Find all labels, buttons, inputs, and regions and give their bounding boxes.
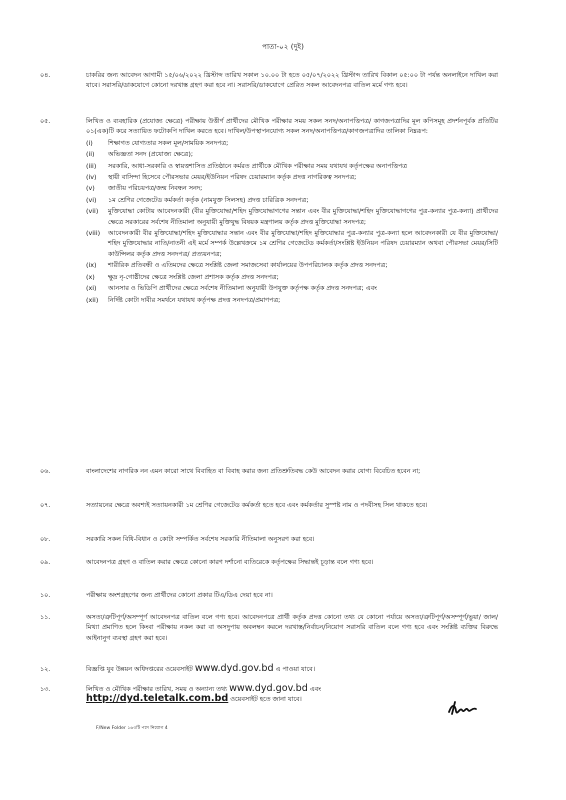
list-item-text: ১ম শ্রেণির গেজেটেড কর্মকর্তা কর্তৃক (নামযুক্ত সিলসহ) প্রদত্ত চারিত্রিক সনদপত্র; xyxy=(108,195,309,204)
item-text-after-url: ওয়েবসাইট হতে জানা যাবে। xyxy=(228,695,302,704)
list-item xyxy=(86,206,498,227)
list-item-text: অভিজ্ঞতা সনদ (প্রযোজ্য ক্ষেত্রে); xyxy=(108,150,193,159)
roman-numeral: (iii) xyxy=(86,161,97,170)
roman-numeral: (xii) xyxy=(86,295,99,304)
roman-numeral: (iv) xyxy=(86,173,97,182)
roman-numeral: (x) xyxy=(86,272,95,281)
roman-numeral: (ix) xyxy=(86,261,97,270)
list-item-text: স্থায়ী বাসিন্দা হিসেবে পৌরসভার মেয়র/ইউনিয়ন পরিষদ চেয়ারম্যান কর্তৃক প্রদত্ত নাগরিকত্ব সনদপত্র; xyxy=(108,173,357,182)
list-item-text: শারীরিক প্রতিবন্ধী ও এতিমদের ক্ষেত্রে সংশ্লিষ্ট জেলা সমাজসেবা কার্যালয়ের উপপরিচালক কর্তৃক প্রদত্ত সনদপত্র; xyxy=(108,261,388,270)
list-item xyxy=(86,295,498,305)
item-number: ১০. xyxy=(40,591,51,599)
item-text: অসত্য/ত্রুটিপূর্ণ/অসম্পূর্ণ আবেদনপত্র বাতিল বলে গণ্য হবে। আবেদনপত্রে প্রার্থী কর্তৃক প্রদত্ত কোনো তথ্য যে কোনো পর্যায়ে অসত্য/ত্রুটিপূর্ণ/অসম্পূর্ণ/ভুয়া/ জাল/মিথ্যা প্রমাণিত হলে কিংবা পরীক্ষায় নকল করা বা অসদুপায় অবলম্বন করলে দরখাস্ত/নির্বাচন/নিয়োগ সরাসরি বাতিল বলে গণ্য হবে এবং সংশ্লিষ্ট ব্যক্তির বিরুদ্ধে আইনানুগ ব্যবস্থা গ্রহণ করা হবে। xyxy=(86,613,498,642)
teletalk-link[interactable]: http://dyd.teletalk.com.bd xyxy=(86,693,229,705)
roman-numeral: (v) xyxy=(86,184,95,193)
roman-numeral: (viii) xyxy=(86,229,101,238)
roman-numeral: (vi) xyxy=(86,195,97,204)
item-text-before-url: বিজ্ঞপ্তি যুব উন্নয়ন অধিদপ্তরের ওয়েবসাইট xyxy=(86,665,195,673)
list-item xyxy=(86,260,498,270)
item-09 xyxy=(40,557,498,567)
list-item xyxy=(86,138,498,148)
roman-numeral: (vii) xyxy=(86,207,99,216)
item-12 xyxy=(40,663,498,674)
item-text-after-url: এ পাওয়া যাবে। xyxy=(273,665,315,673)
list-item xyxy=(86,149,498,159)
item-text: সত্যায়নের ক্ষেত্রে অবশ্যই সত্যায়নকারী ১ম শ্রেণির গেজেটেড কর্মকর্তা হতে হবে এবং কর্মকর্তার সুস্পষ্ট নাম ও পদবীসহ সিল থাকতে হবে। xyxy=(86,501,428,509)
item-11 xyxy=(40,612,498,643)
roman-numeral: (i) xyxy=(86,138,93,147)
item-text-before-url: লিখিত ও মৌখিক পরীক্ষার তারিখ, সময় ও অন্যান্য তথ্য xyxy=(86,685,230,693)
item-10 xyxy=(40,590,498,600)
roman-numeral: (xi) xyxy=(86,284,97,293)
list-item xyxy=(86,283,498,293)
list-item-text: নির্দিষ্ট কোটা দাবীর সমর্থনে যথাযথ কর্তৃপক্ষ প্রদত্ত সনদপত্র/প্রমাণপত্র; xyxy=(108,295,281,304)
list-item xyxy=(86,183,498,193)
website-link[interactable]: www.dyd.gov.bd xyxy=(229,683,308,694)
item-07 xyxy=(40,500,498,510)
list-item-text: জাতীয় পরিচয়পত্র/জন্ম নিবন্ধন সনদ; xyxy=(108,184,203,193)
item-number: ০৫. xyxy=(40,117,51,125)
item-13 xyxy=(40,683,498,705)
item-04 xyxy=(40,70,498,91)
website-link[interactable]: www.dyd.gov.bd xyxy=(194,663,274,674)
item-text: চাকরির জন্য আবেদন আগামী ১৫/০৬/২০২২ খ্রিস্টাব্দ তারিখ সকাল ১০.০০ টা হতে ০৫/০৭/২০২২ খ্রিস্টাব্দ তারিখ বিকাল ০৫:০০ টা পর্যন্ত অনলাইনে দাখিল করা যাবে। সরাসরি/ডাকযোগে কোনো দরখাস্ত গ্রহণ করা হবে না। সরাসরি/ডাকযোগে প্রেরিত সকল আবেদনপত্র বাতিল মর্মে গণ্য হবে। xyxy=(86,71,498,90)
item-text: বাংলাদেশের নাগরিক নন এমন কারো সাথে বিবাহিত বা বিবাহ করার জন্য প্রতিশ্রুতিবদ্ধ কেউ আবেদন করার যোগ্য বিবেচিত হবেন না; xyxy=(86,467,421,475)
list-item xyxy=(86,272,498,282)
item-number: ১২. xyxy=(40,665,51,673)
roman-numeral: (ii) xyxy=(86,150,95,159)
list-item-text: মুক্তিযোদ্ধা কোটায় আবেদনকারী (বীর মুক্তিযোদ্ধা/শহিদ মুক্তিযোদ্ধাগণের সন্তান এবং বীর মুক্তিযোদ্ধা/শহিদ মুক্তিযোদ্ধাগণের পুত্র-কন্যার পুত্র-কন্যা) প্রার্থীদের ক্ষেত্রে সরকারের সর্বশেষ নীতিমালা অনুযায়ী মুক্তিযুদ্ধ বিষয়ক মন্ত্রণালয় কর্তৃক প্রদত্ত মুক্তিযোদ্ধা সনদপত্র; xyxy=(108,207,498,226)
list-item xyxy=(86,228,498,259)
item-05 xyxy=(40,116,498,305)
item-text: লিখিত ও ব্যবহারিক (প্রযোজ্য ক্ষেত্রে) পরীক্ষায় উত্তীর্ণ প্রার্থীদের মৌখিক পরীক্ষার সময় সকল সনদ/অনাপত্তিপত্র/ কাগজপত্রাদির মূল কপিসমূহ প্রদর্শনপূর্বক প্রতিটির ০১(এক)টি করে সত্যায়িত ফটোকপি দাখিল করতে হবে। দাখিল/উপস্থাপনযোগ্য সকল সনদ/অনাপত্তিপত্র/কাগজপত্রাদির তালিকা নিম্নরূপ: xyxy=(86,117,498,136)
item-text: পরীক্ষায় অংশগ্রহণের জন্য প্রার্থীদের কোনো প্রকার টিএ/ডিএ দেয়া হবে না। xyxy=(86,591,273,599)
page-number-header: পাতা-০২ (দুই) xyxy=(262,42,304,51)
list-item-text: আবেদনকারী বীর মুক্তিযোদ্ধা/শহিদ মুক্তিযোদ্ধার সন্তান এবং বীর মুক্তিযোদ্ধা/শহিদ মুক্তিযোদ্ধার পুত্র-কন্যার পুত্র-কন্যা হলে আবেদনকারী যে বীর মুক্তিযোদ্ধা/শহিদ মুক্তিযোদ্ধার নাতি/নাতনী এই মর্মে সম্পর্ক উল্লেখক্রমে ১ম শ্রেণির গেজেটেড কর্মকর্তা/সংশ্লিষ্ট ইউনিয়ন পরিষদ চেয়ারম্যান অথবা পৌরসভা মেয়র/সিটি কাউন্সিলর কর্তৃক প্রদত্ত সনদপত্র/ প্রত্যয়নপত্র; xyxy=(108,229,498,258)
item-06 xyxy=(40,466,498,476)
list-item-text: ক্ষুদ্র নৃ-গোষ্ঠীদের ক্ষেত্রে সংশ্লিষ্ট জেলা প্রশাসক কর্তৃক প্রদত্ত সনদপত্র; xyxy=(108,272,279,281)
file-path-footer: F/New Folder ১৬৩টি পদে নিয়োগ 4 xyxy=(96,726,168,731)
item-text-mid: এবং xyxy=(307,685,322,693)
list-item-text: আনসার ও ভিডিপি প্রার্থীদের ক্ষেত্রে সর্বশেষ নীতিমালা অনুযায়ী উপযুক্ত কর্তৃপক্ষ কর্তৃক প্রদত্ত সনদপত্র; এবং xyxy=(108,284,377,293)
item-number: ০৯. xyxy=(40,558,51,566)
item-text: আবেদনপত্র গ্রহণ ও বাতিল করার ক্ষেত্রে কোনো কারণ দর্শানো ব্যতিরেকে কর্তৃপক্ষের সিদ্ধান্তই চূড়ান্ত বলে গণ্য হবে। xyxy=(86,558,374,566)
list-item-text: সরকারি, আধা-সরকারি ও স্বায়ত্তশাসিত প্রতিষ্ঠানে কর্মরত প্রার্থীকে মৌখিক পরীক্ষার সময় যথাযথ কর্তৃপক্ষের অনাপত্তিপত্র xyxy=(108,161,407,170)
item-number: ০৪. xyxy=(40,71,51,79)
item-number: ১১. xyxy=(40,613,51,621)
list-item xyxy=(86,195,498,205)
signature-mark xyxy=(446,698,480,720)
item-number: ০৭. xyxy=(40,501,51,509)
item-number: ০৬. xyxy=(40,467,51,475)
item-number: ১৩. xyxy=(40,685,51,693)
item-08 xyxy=(40,534,498,544)
list-item xyxy=(86,172,498,182)
item-text: সরকারি সকল বিধি-বিধান ও কোটা সম্পর্কিত সর্বশেষ সরকারি নীতিমালা অনুসরণ করা হবে। xyxy=(86,535,315,543)
list-item-text: শিক্ষাগত যোগ্যতার সকল মূল/সাময়িক সনদপত্র; xyxy=(108,138,229,147)
item-number: ০৮. xyxy=(40,535,51,543)
list-item xyxy=(86,161,498,171)
